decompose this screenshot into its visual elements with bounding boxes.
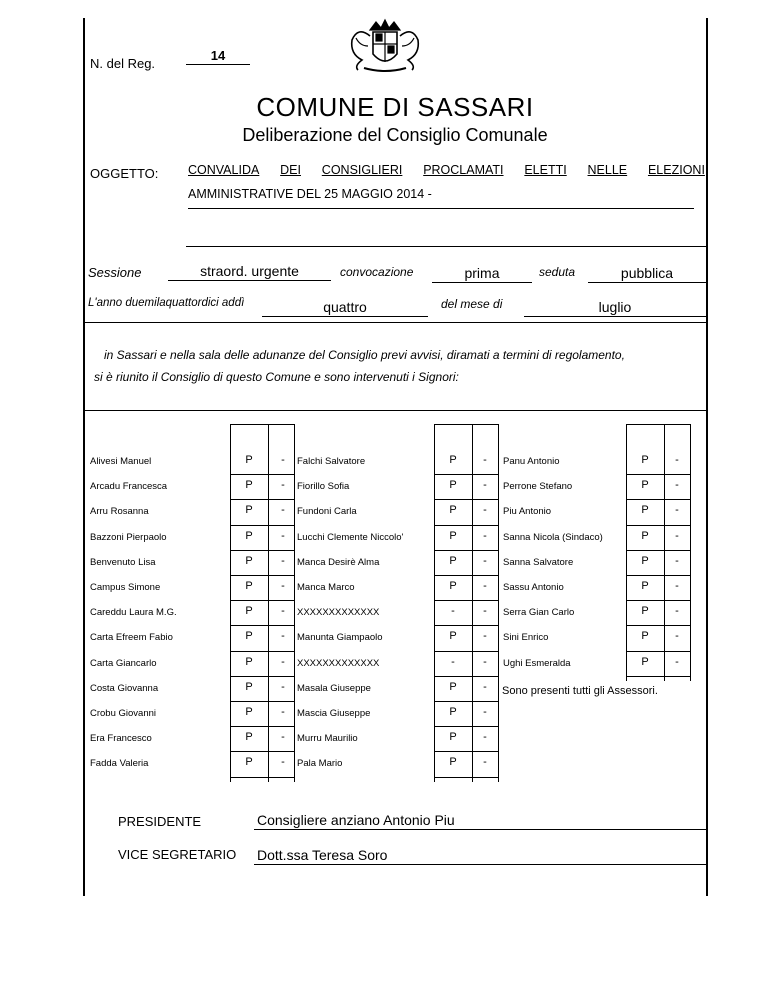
absence-mark: -: [675, 554, 679, 567]
absence-mark: -: [483, 630, 487, 643]
presence-mark: P: [449, 504, 457, 517]
presence-mark: P: [449, 756, 457, 769]
vice-segretario-label: VICE SEGRETARIO: [118, 847, 237, 862]
councillor-name: Sanna Nicola (Sindaco): [503, 531, 603, 543]
absence-mark: -: [675, 655, 679, 668]
sessione-label: Sessione: [88, 265, 142, 280]
councillor-name: Ughi Esmeralda: [503, 657, 571, 669]
councillor-name: Careddu Laura M.G.: [90, 607, 177, 619]
presidente-label: PRESIDENTE: [118, 814, 202, 829]
table-row-rule: [626, 525, 690, 526]
table-row-rule: [434, 625, 498, 626]
absence-mark: -: [281, 529, 285, 542]
table-row-rule: [230, 726, 294, 727]
councillor-name: Bazzoni Pierpaolo: [90, 531, 167, 543]
absence-mark: -: [281, 479, 285, 492]
table-row-rule: [230, 474, 294, 475]
addi-text: addì: [221, 297, 245, 309]
absence-mark: -: [675, 479, 679, 492]
councillor-name: Mascia Giuseppe: [297, 708, 371, 719]
presence-mark: P: [245, 529, 253, 542]
vice-segretario-value: Dott.ssa Teresa Soro: [257, 847, 388, 863]
presence-mark: P: [449, 630, 457, 643]
absence-mark: -: [483, 706, 487, 718]
presence-mark: P: [449, 479, 457, 492]
table-row-rule: [230, 701, 294, 702]
presence-mark: P: [449, 529, 457, 542]
seduta-label: seduta: [539, 265, 576, 279]
table-row-rule: [434, 751, 498, 752]
presence-mark: P: [641, 504, 649, 517]
table-row-rule: [626, 676, 690, 677]
table-row-rule: [230, 676, 294, 677]
absence-mark: -: [281, 756, 285, 769]
councillor-name: Pala Mario: [297, 758, 343, 770]
intro-line-1: in Sassari e nella sala delle adunanze del Consiglio previ avvisi, diramati a termini di regolamento,: [104, 348, 625, 362]
councillor-name: Era Francesco: [90, 733, 152, 745]
councillor-name: Masala Giuseppe: [297, 682, 371, 694]
anno-label: [88, 297, 244, 309]
presence-mark: P: [641, 580, 649, 592]
table-row-rule: [434, 550, 498, 551]
oggetto-word: PROCLAMATI: [423, 163, 504, 177]
absence-mark: -: [675, 605, 679, 618]
table-column-rule: [690, 424, 691, 681]
absence-mark: -: [675, 454, 679, 466]
anno-text: L'anno duemilaquattordici: [88, 297, 219, 309]
presence-mark: P: [449, 706, 457, 718]
councillor-name: Crobu Giovanni: [90, 708, 157, 719]
presence-mark: P: [245, 605, 253, 618]
presence-mark: -: [451, 605, 455, 618]
oggetto-underline-2: [188, 208, 694, 209]
oggetto-word: CONVALIDA: [188, 163, 260, 177]
section-divider-2: [84, 410, 707, 411]
councillor-name: Manca Marco: [297, 582, 355, 593]
absence-mark: -: [483, 529, 487, 542]
table-column-header-rule: [472, 424, 498, 425]
page-subtitle: Deliberazione del Consiglio Comunale: [242, 125, 548, 145]
absence-mark: -: [281, 605, 285, 618]
councillor-name: Carta Efreem Fabio: [90, 632, 173, 644]
councillor-name: Alivesi Manuel: [90, 456, 152, 467]
table-row-rule: [230, 625, 294, 626]
councillor-name: XXXXXXXXXXXXX: [297, 607, 380, 619]
presence-mark: P: [641, 529, 649, 542]
councillor-name: Murru Maurilio: [297, 733, 358, 745]
presence-mark: P: [641, 630, 649, 643]
table-column-header-rule: [268, 424, 294, 425]
table-row-rule: [434, 651, 498, 652]
presence-mark: P: [449, 680, 457, 693]
convocazione-value: prima: [432, 265, 532, 283]
presidente-underline: [254, 829, 706, 830]
councillor-name: Panu Antonio: [503, 456, 560, 467]
mese-value: luglio: [524, 299, 706, 317]
table-row-rule: [230, 777, 294, 778]
presence-mark: P: [245, 756, 253, 769]
absence-mark: -: [281, 680, 285, 693]
presence-mark: P: [449, 554, 457, 567]
table-column-header-rule: [230, 424, 268, 425]
absence-mark: -: [281, 504, 285, 517]
absence-mark: -: [281, 655, 285, 668]
presence-mark: P: [245, 680, 253, 693]
table-row-rule: [626, 651, 690, 652]
absence-mark: -: [281, 554, 285, 567]
table-row-rule: [626, 474, 690, 475]
absence-mark: -: [483, 756, 487, 769]
councillor-name: Manunta Giampaolo: [297, 632, 383, 644]
absence-mark: -: [483, 655, 487, 668]
table-row-rule: [230, 600, 294, 601]
table-row-rule: [434, 575, 498, 576]
oggetto-word: NELLE: [587, 163, 628, 177]
presence-mark: P: [245, 479, 253, 492]
absence-mark: -: [675, 529, 679, 542]
reg-label: N. del Reg.: [90, 56, 156, 71]
page-title: COMUNE DI SASSARI: [256, 92, 534, 122]
table-column-rule: [230, 424, 231, 782]
table-row-rule: [626, 625, 690, 626]
councillor-name: Arru Rosanna: [90, 506, 149, 518]
absence-mark: -: [483, 731, 487, 744]
convocazione-label: convocazione: [340, 265, 414, 279]
oggetto-label: OGGETTO:: [90, 166, 159, 181]
table-column-rule: [434, 424, 435, 782]
table-row-rule: [434, 474, 498, 475]
absence-mark: -: [483, 605, 487, 618]
table-column-rule: [498, 424, 499, 782]
councillor-name: Benvenuto Lisa: [90, 556, 156, 568]
councillor-name: Piu Antonio: [503, 506, 552, 518]
sessione-value: straord. urgente: [168, 263, 331, 281]
absence-mark: -: [483, 504, 487, 517]
table-column-rule: [294, 424, 295, 782]
coat-of-arms-icon: [340, 16, 430, 76]
presence-mark: P: [245, 454, 253, 466]
absence-mark: -: [281, 630, 285, 643]
table-row-rule: [434, 600, 498, 601]
presence-mark: P: [245, 630, 253, 643]
oggetto-underline-3: [186, 246, 706, 247]
absence-mark: -: [483, 554, 487, 567]
table-row-rule: [230, 651, 294, 652]
table-row-rule: [230, 751, 294, 752]
vice-segretario-underline: [254, 864, 706, 865]
presidente-value: Consigliere anziano Antonio Piu: [257, 812, 455, 828]
councillor-name: Manca Desirè Alma: [297, 556, 380, 568]
absence-mark: -: [675, 630, 679, 643]
table-row-rule: [434, 726, 498, 727]
absence-mark: -: [675, 504, 679, 517]
presence-mark: P: [449, 580, 457, 592]
oggetto-word: CONSIGLIERI: [321, 163, 403, 177]
councillor-name: XXXXXXXXXXXXX: [297, 657, 380, 669]
presence-mark: P: [245, 554, 253, 567]
councillor-name: Sassu Antonio: [503, 582, 564, 593]
assessori-note: Sono presenti tutti gli Assessori.: [502, 685, 658, 697]
right-border: [706, 18, 708, 896]
table-row-rule: [626, 575, 690, 576]
absence-mark: -: [483, 580, 487, 592]
oggetto-word: ELETTI: [524, 163, 567, 177]
presence-mark: P: [641, 479, 649, 492]
table-row-rule: [434, 701, 498, 702]
presence-mark: P: [245, 580, 253, 592]
oggetto-word: ELEZIONI: [647, 163, 705, 177]
presence-mark: P: [641, 605, 649, 618]
absence-mark: -: [281, 454, 285, 466]
reg-number: 14: [186, 48, 250, 65]
table-row-rule: [434, 499, 498, 500]
table-row-rule: [626, 499, 690, 500]
table-column-rule: [268, 424, 269, 782]
councillor-name: Costa Giovanna: [90, 682, 159, 694]
councillor-name: Perrone Stefano: [503, 481, 573, 493]
councillor-name: Fadda Valeria: [90, 758, 149, 770]
councillor-name: Carta Giancarlo: [90, 657, 157, 669]
left-border: [83, 18, 85, 896]
councillor-name: Arcadu Francesca: [90, 481, 168, 493]
councillor-name: Lucchi Clemente Niccolo': [297, 531, 404, 543]
table-row-rule: [626, 600, 690, 601]
presence-mark: P: [641, 454, 649, 466]
table-row-rule: [230, 575, 294, 576]
presence-mark: P: [245, 731, 253, 744]
absence-mark: -: [675, 580, 679, 592]
presence-mark: P: [641, 554, 649, 567]
table-column-header-rule: [434, 424, 472, 425]
mese-label: del mese di: [441, 297, 503, 311]
absence-mark: -: [281, 731, 285, 744]
councillor-name: Sini Enrico: [503, 632, 549, 644]
councillor-name: Fundoni Carla: [297, 506, 357, 518]
presence-mark: P: [245, 706, 253, 718]
table-column-header-rule: [664, 424, 690, 425]
table-column-rule: [472, 424, 473, 782]
table-row-rule: [230, 499, 294, 500]
presence-mark: P: [641, 655, 649, 668]
presence-mark: -: [451, 655, 455, 668]
councillor-name: Fiorillo Sofia: [297, 481, 350, 493]
oggetto-word: DEI: [280, 163, 301, 177]
table-column-header-rule: [626, 424, 664, 425]
table-row-rule: [434, 676, 498, 677]
presence-mark: P: [245, 655, 253, 668]
absence-mark: -: [281, 706, 285, 718]
presence-mark: P: [245, 504, 253, 517]
table-row-rule: [434, 777, 498, 778]
absence-mark: -: [483, 479, 487, 492]
councillor-name: Campus Simone: [90, 582, 161, 593]
section-divider-1: [84, 322, 707, 323]
seduta-value: pubblica: [588, 265, 706, 283]
absence-mark: -: [483, 680, 487, 693]
oggetto-line-2: AMMINISTRATIVE DEL 25 MAGGIO 2014 -: [188, 187, 432, 201]
presence-mark: P: [449, 454, 457, 466]
table-row-rule: [230, 525, 294, 526]
councillor-name: Sanna Salvatore: [503, 556, 574, 568]
presence-mark: P: [449, 731, 457, 744]
giorno-value: quattro: [262, 299, 428, 317]
councillor-name: Falchi Salvatore: [297, 456, 366, 467]
councillor-name: Serra Gian Carlo: [503, 607, 575, 619]
absence-mark: -: [483, 454, 487, 466]
table-row-rule: [230, 550, 294, 551]
table-row-rule: [434, 525, 498, 526]
intro-line-2: si è riunito il Consiglio di questo Comune e sono intervenuti i Signori:: [94, 370, 459, 384]
oggetto-line-1: [188, 163, 705, 177]
table-row-rule: [626, 550, 690, 551]
absence-mark: -: [281, 580, 285, 592]
